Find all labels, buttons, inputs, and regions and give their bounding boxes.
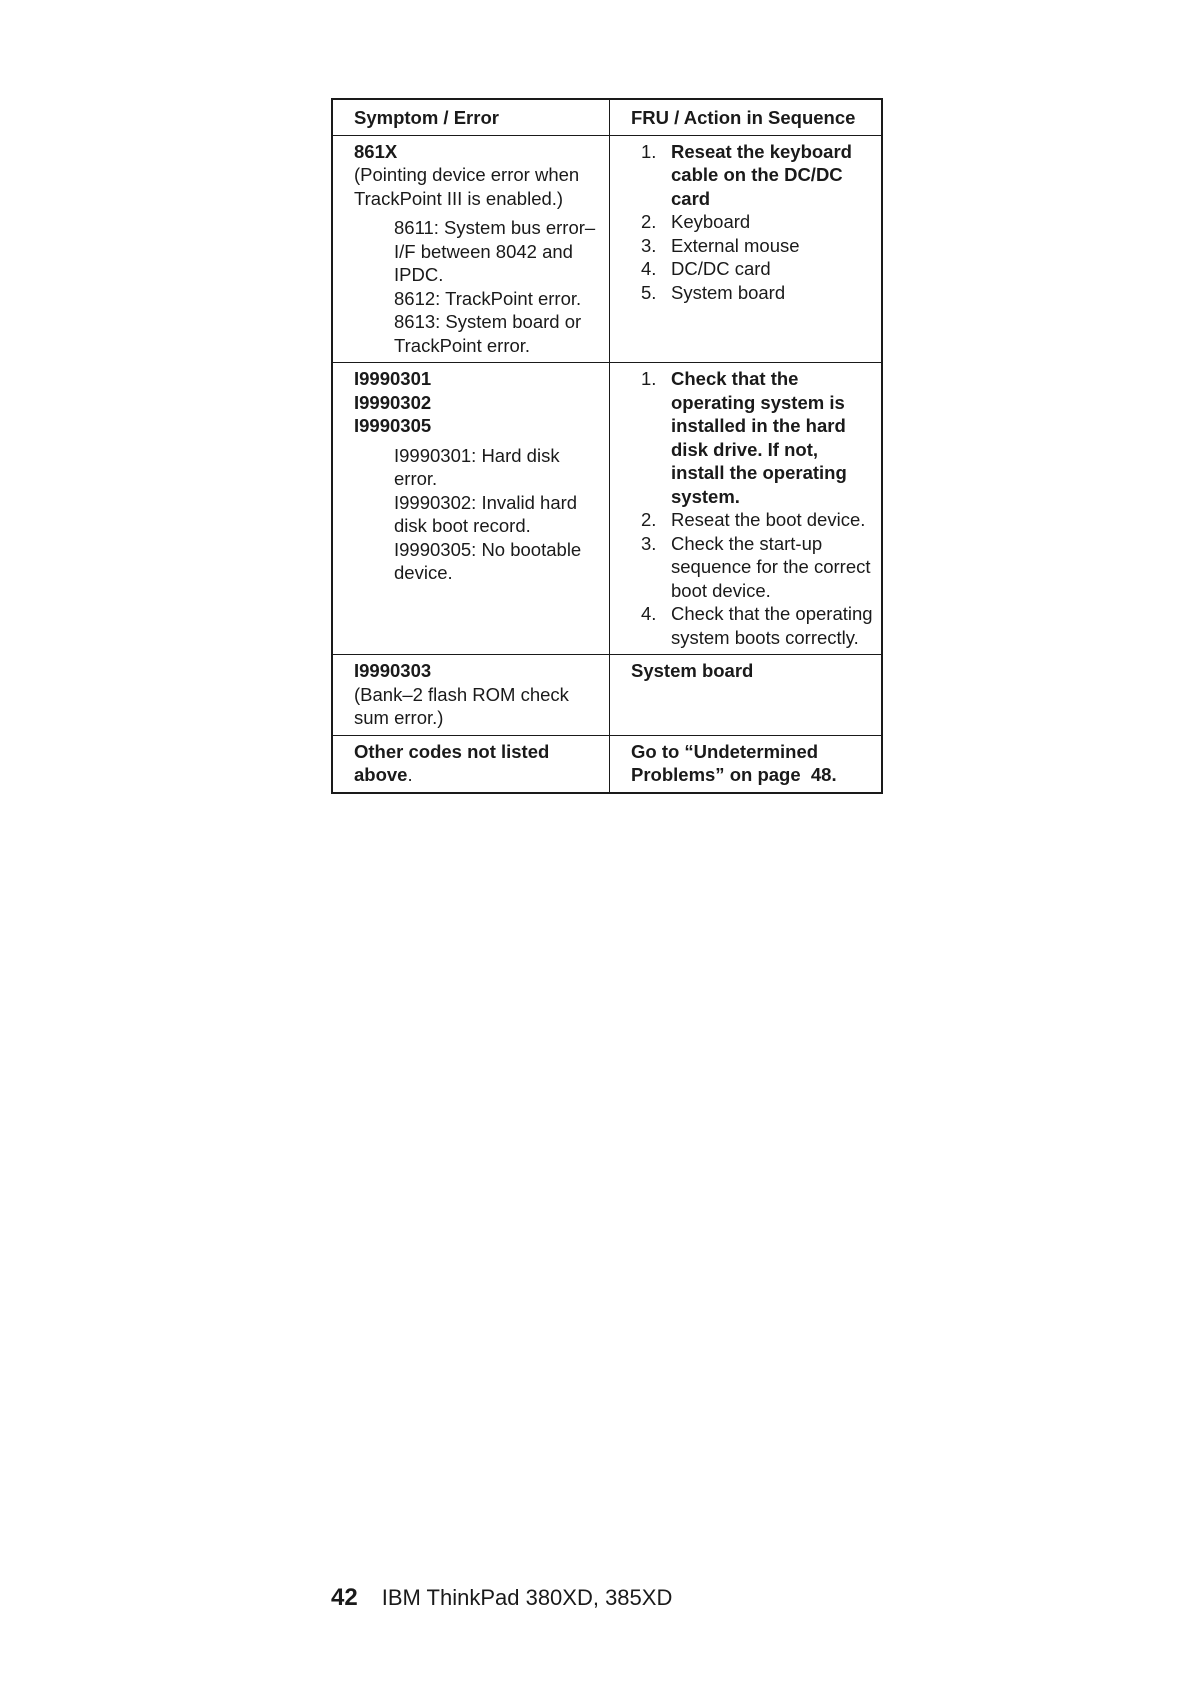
table-row bbox=[332, 655, 882, 736]
page-number: 42 bbox=[331, 1584, 358, 1611]
error-description: (Bank–2 flash ROM check sum error.) bbox=[354, 683, 569, 728]
action-step bbox=[631, 257, 873, 281]
symptom-cell bbox=[332, 655, 610, 736]
action-step bbox=[631, 367, 873, 508]
step-text: Check that the operating system boots correctly. bbox=[671, 603, 873, 648]
step-number: 3. bbox=[641, 532, 657, 554]
action-step bbox=[631, 602, 873, 649]
step-number: 2. bbox=[641, 211, 657, 232]
header-symptom: Symptom / Error bbox=[332, 99, 610, 135]
sub-error: I9990305: No bootable device. bbox=[394, 538, 582, 583]
step-text: Check that the operating system is installed in the hard disk drive. If not, install the operating system. bbox=[671, 368, 847, 507]
step-text: System board bbox=[671, 281, 786, 303]
document-title: IBM ThinkPad 380XD, 385XD bbox=[381, 1585, 673, 1610]
action-cell bbox=[610, 735, 883, 793]
step-number: 5. bbox=[641, 281, 657, 303]
action-step bbox=[631, 210, 873, 234]
action-step bbox=[631, 234, 873, 258]
action-steps bbox=[631, 140, 873, 305]
action-step bbox=[631, 532, 873, 603]
cross-reference-link[interactable]: Go to “Undetermined Problems” on page 48. bbox=[631, 740, 837, 785]
sub-error: I9990302: Invalid hard disk boot record. bbox=[394, 491, 578, 536]
action-step bbox=[631, 508, 873, 532]
sub-error: 8611: System bus error–I/F between 8042 and IPDC. bbox=[394, 217, 596, 285]
symptom-cell bbox=[332, 363, 610, 655]
action-text: System board bbox=[631, 660, 754, 681]
sub-error: 8612: TrackPoint error. bbox=[394, 287, 582, 309]
table-row bbox=[332, 363, 882, 655]
step-number: 2. bbox=[641, 509, 657, 530]
symptom-fru-table bbox=[331, 98, 883, 794]
sub-error-list bbox=[394, 444, 601, 585]
page-footer bbox=[331, 1585, 672, 1611]
other-codes-period: . bbox=[407, 764, 413, 785]
other-codes-text: Other codes not listed above bbox=[354, 740, 550, 785]
error-code: I9990302 bbox=[354, 391, 432, 413]
step-text: Keyboard bbox=[671, 211, 751, 232]
action-cell bbox=[610, 655, 883, 736]
action-steps bbox=[631, 367, 873, 649]
error-code: 861X bbox=[354, 140, 398, 162]
error-description: (Pointing device error when TrackPoint III is enabled.) bbox=[354, 164, 580, 209]
step-number: 3. bbox=[641, 234, 657, 256]
error-code: I9990301 bbox=[354, 368, 432, 389]
step-number: 1. bbox=[641, 368, 657, 389]
table-header-row bbox=[332, 99, 882, 135]
table-row bbox=[332, 135, 882, 363]
action-step bbox=[631, 140, 873, 211]
step-text: Check the start-up sequence for the correct boot device. bbox=[671, 532, 871, 601]
sub-error: I9990301: Hard disk error. bbox=[394, 444, 560, 489]
step-number: 4. bbox=[641, 603, 657, 624]
step-number: 1. bbox=[641, 140, 657, 162]
symptom-cell bbox=[332, 735, 610, 793]
step-text: External mouse bbox=[671, 234, 800, 256]
error-code: I9990305 bbox=[354, 415, 432, 436]
error-code: I9990303 bbox=[354, 660, 432, 681]
symptom-cell bbox=[332, 135, 610, 363]
step-text: Reseat the keyboard cable on the DC/DC card bbox=[671, 140, 852, 209]
step-text: DC/DC card bbox=[671, 258, 771, 279]
step-text: Reseat the boot device. bbox=[671, 509, 866, 530]
header-fru-action: FRU / Action in Sequence bbox=[610, 99, 883, 135]
action-cell bbox=[610, 363, 883, 655]
action-cell bbox=[610, 135, 883, 363]
sub-error-list bbox=[394, 216, 601, 357]
table-row bbox=[332, 735, 882, 793]
sub-error: 8613: System board or TrackPoint error. bbox=[394, 311, 582, 356]
step-number: 4. bbox=[641, 258, 657, 279]
action-step bbox=[631, 281, 873, 305]
